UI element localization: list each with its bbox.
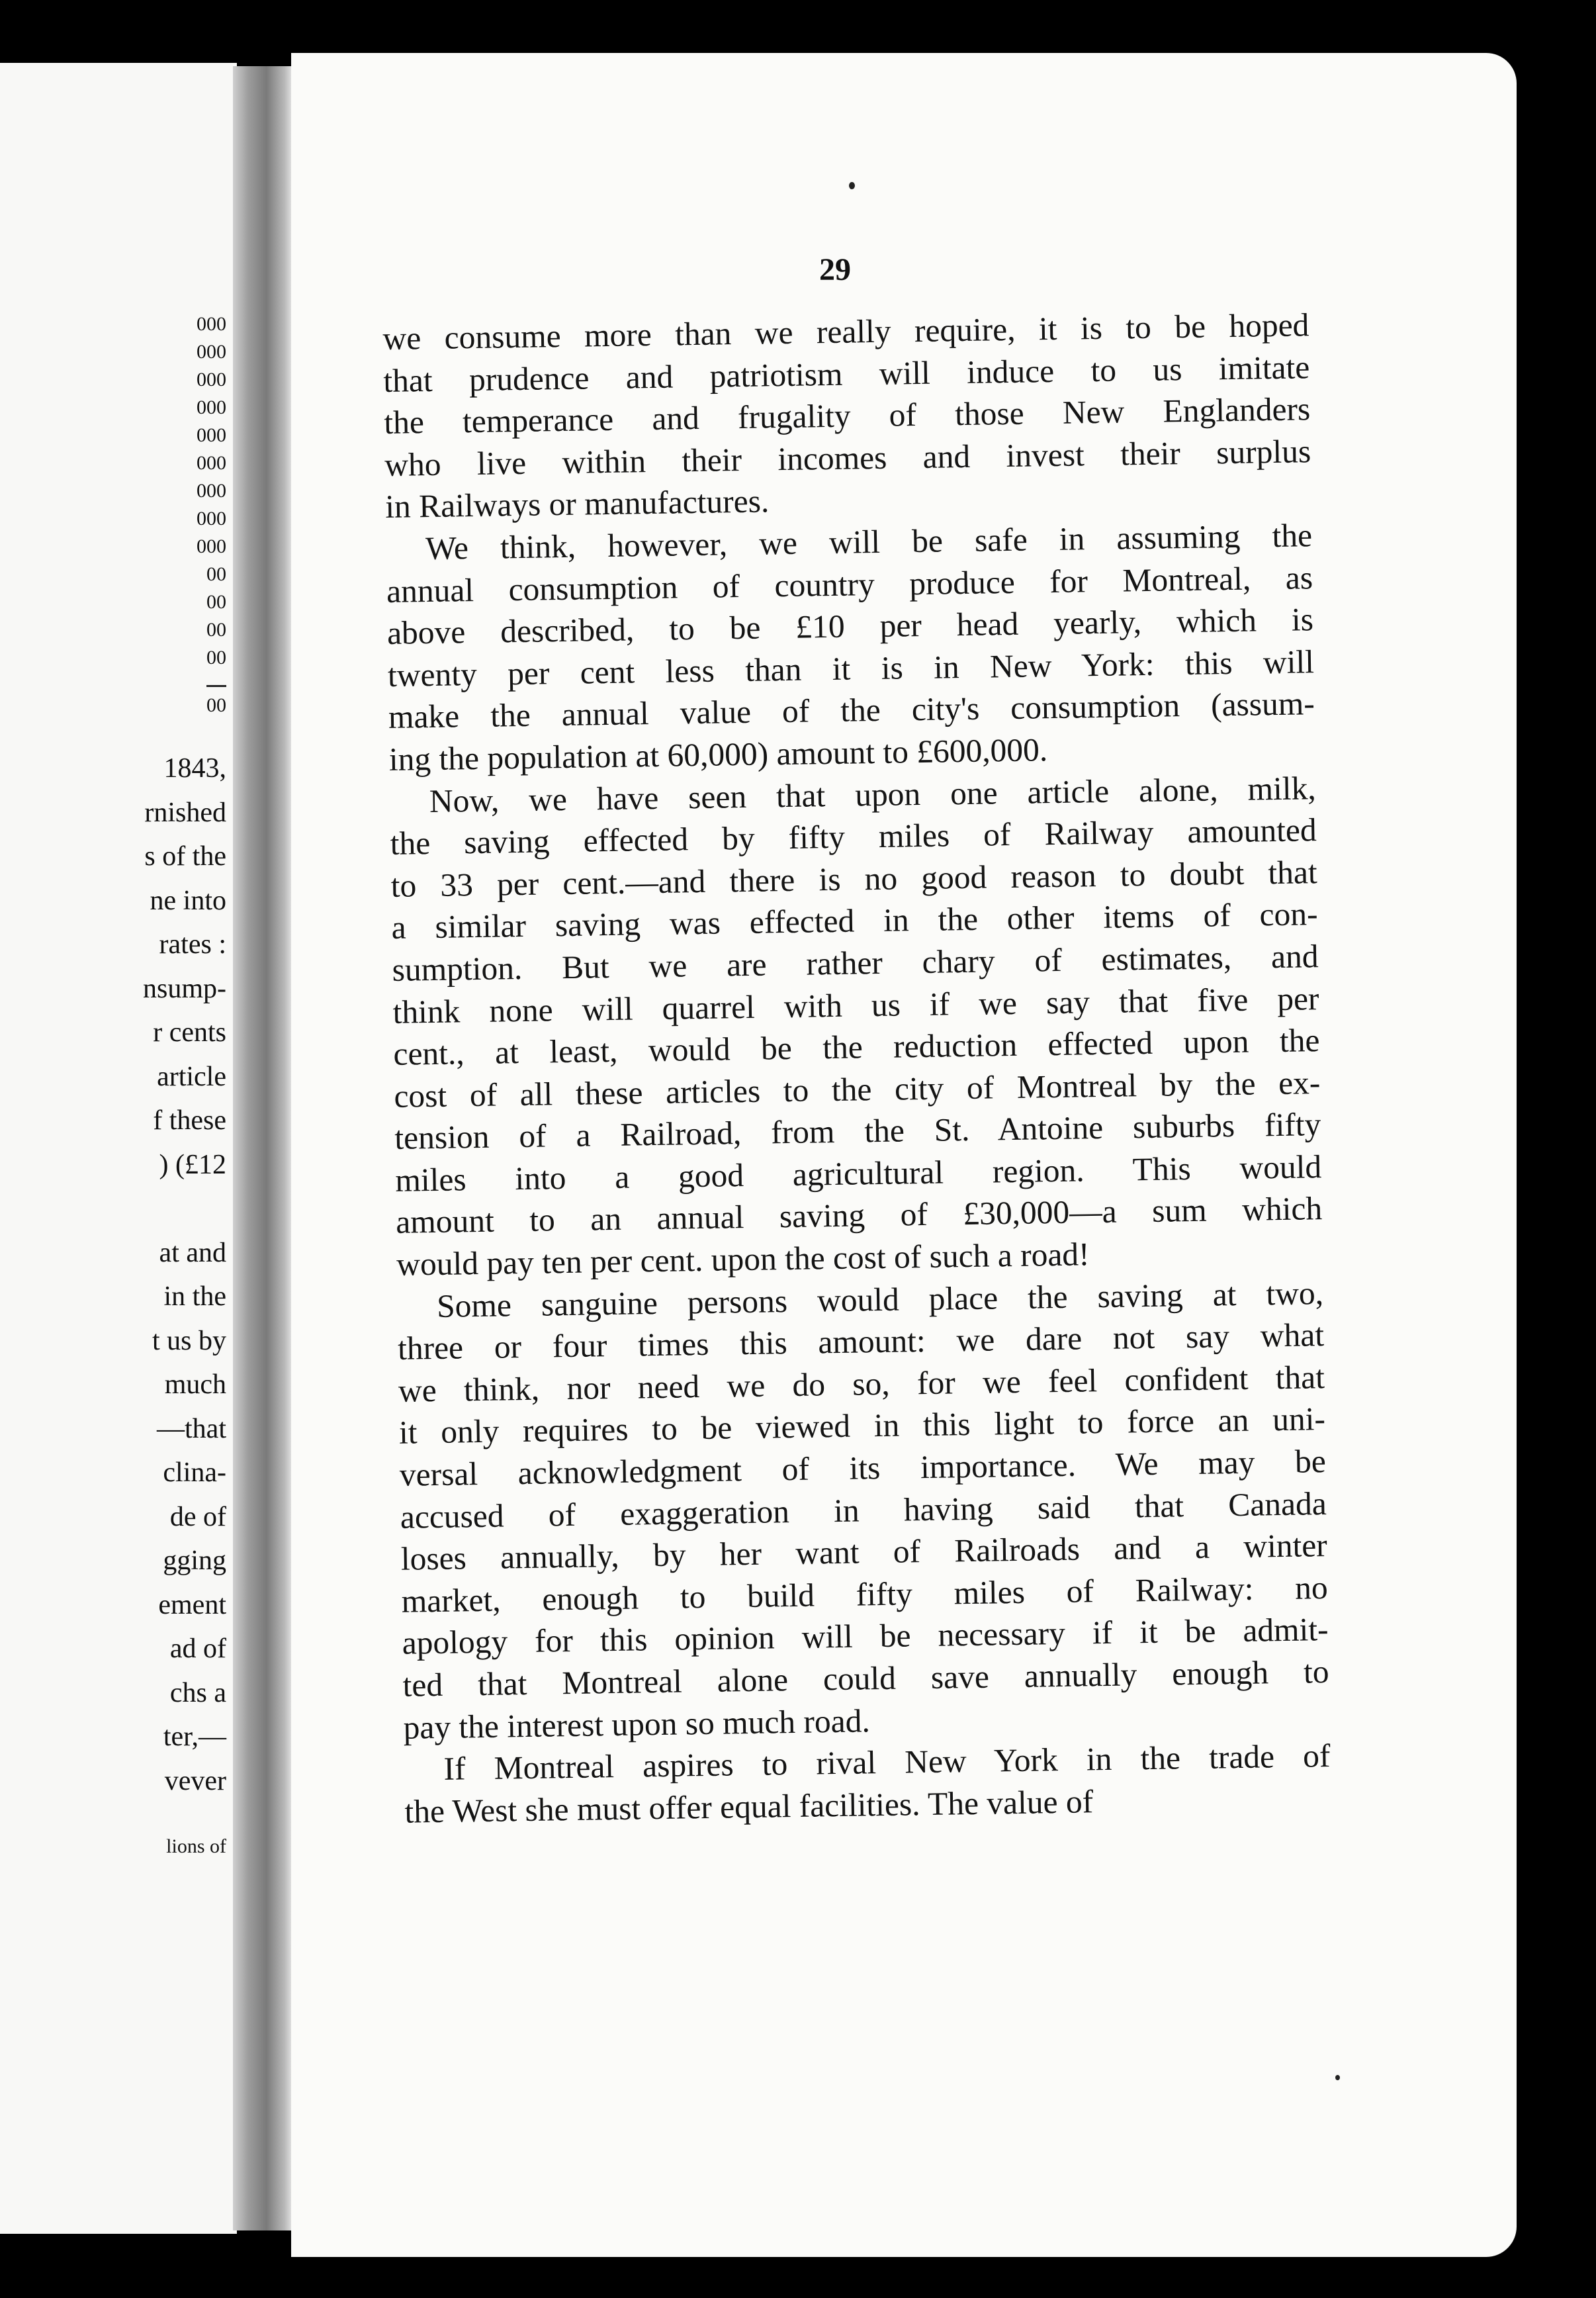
text-line: cent., at least, would be the reduction effected upon the (393, 1022, 1320, 1072)
text-line: clina- (163, 1457, 226, 1488)
text-line: versal acknowledgment of its importance. We may be (399, 1443, 1327, 1493)
text-line: to 33 per cent.—and there is no good reason to doubt that (390, 853, 1317, 904)
book-gutter (233, 66, 294, 2230)
table-total: 00 (206, 694, 226, 716)
text-line: much (164, 1369, 226, 1400)
text-line: f these (153, 1105, 226, 1136)
text-line: think none will quarrel with us if we say that five per (392, 980, 1319, 1031)
text-line: t us by (152, 1325, 226, 1356)
paragraph (382, 304, 1312, 528)
text-line: miles into a good agricultural region. This would (394, 1148, 1322, 1199)
text-line: rates : (159, 929, 226, 960)
right-page (291, 53, 1517, 2257)
text-line: s of the (144, 841, 226, 872)
text-line: sumption. But we are rather chary of estimates, and (392, 938, 1319, 988)
text-line: tension of a Railroad, from the St. Antoine suburbs fifty (394, 1106, 1321, 1157)
ink-speck (1335, 2075, 1340, 2080)
table-figure: 00 (206, 619, 226, 641)
text-line: ement (158, 1589, 226, 1620)
text-line: we think, nor need we do so, for we feel confident that (398, 1358, 1325, 1409)
text-line: we consume more than we really require, it is to be hoped (382, 306, 1309, 357)
text-line: article (157, 1061, 226, 1092)
text-line: r cents (153, 1017, 226, 1048)
text-line: ad of (169, 1633, 226, 1664)
table-figure: 000 (197, 396, 226, 418)
paragraph (404, 1735, 1331, 1833)
page-number: 29 (819, 252, 851, 287)
table-figure: 000 (197, 341, 226, 363)
footnote: lions of (166, 1835, 226, 1857)
text-line: amount to an annual saving of £30,000—a sum which (395, 1190, 1323, 1241)
text-line: loses annually, by her want of Railroads and a winter (400, 1527, 1328, 1578)
text-line: above described, to be £10 per head yearly, which is (386, 601, 1314, 652)
table-figure: 000 (197, 424, 226, 446)
text-line: chs a (169, 1677, 226, 1708)
text-line: in Railways or manufactures. (384, 483, 770, 526)
text-line: at and (159, 1237, 226, 1268)
text-line: market, enough to build fifty miles of Railway: no (401, 1569, 1329, 1620)
text-line: We think, however, we will be safe in assuming the (425, 517, 1313, 567)
text-line: make the annual value of the city's consumption (assum- (388, 685, 1315, 736)
ink-speck (849, 182, 855, 189)
text-line: who live within their incomes and invest their surplus (384, 432, 1311, 483)
table-figure: 00 (206, 647, 226, 668)
text-line: ing the population at 60,000) amount to £600,000. (388, 731, 1048, 778)
text-line: that prudence and patriotism will induce to us imitate (383, 348, 1310, 399)
text-line: de of (169, 1501, 226, 1532)
table-figure: 000 (197, 369, 226, 391)
text-line: gging (163, 1545, 226, 1576)
text-line: ne into (150, 885, 226, 916)
table-figure: 00 (206, 563, 226, 585)
text-line: ) (£12 (159, 1149, 226, 1180)
text-line: would pay ten per cent. upon the cost of such a road! (396, 1236, 1090, 1283)
text-line: in the (163, 1281, 226, 1312)
text-line: a similar saving was effected in the other items of con- (391, 896, 1318, 946)
paragraph (397, 1272, 1330, 1749)
total-rule (206, 685, 226, 687)
text-line: the temperance and frugality of those New Englanders (383, 391, 1311, 441)
text-line: vever (164, 1765, 226, 1796)
table-figure: 000 (197, 508, 226, 529)
text-line: rnished (144, 797, 226, 828)
text-line: cost of all these articles to the city of Montreal by the ex- (394, 1064, 1321, 1115)
paragraph (386, 514, 1316, 780)
text-line: Now, we have seen that upon one article alone, milk, (429, 769, 1317, 819)
table-figure: 000 (197, 535, 226, 557)
table-figure: 00 (206, 591, 226, 613)
text-line: twenty per cent less than it is in New York: this will (387, 643, 1315, 694)
text-line: pay the interest upon so much road. (403, 1702, 871, 1746)
text-line: 1843, (163, 753, 226, 784)
text-line: apology for this opinion will be necessary if it be admit- (402, 1611, 1329, 1662)
text-line: annual consumption of country produce for Montreal, as (386, 559, 1313, 610)
text-line: the West she must offer equal facilities. The value of (404, 1783, 1094, 1830)
table-figure: 000 (197, 452, 226, 474)
text-line: accused of exaggeration in having said that Canada (400, 1485, 1327, 1536)
text-line: If Montreal aspires to rival New York in the trade of (443, 1737, 1331, 1788)
table-figure: 000 (197, 313, 226, 335)
paragraph (389, 767, 1323, 1286)
table-figure: 000 (197, 480, 226, 502)
text-line: the saving effected by fifty miles of Railway amounted (390, 811, 1317, 862)
text-line: ted that Montreal alone could save annually enough to (402, 1653, 1329, 1704)
left-page (0, 63, 237, 2234)
text-line: —that (157, 1413, 226, 1444)
text-line: it only requires to be viewed in this light to force an uni- (398, 1401, 1326, 1451)
text-line: three or four times this amount: we dare not say what (397, 1316, 1325, 1367)
text-line: ter,— (163, 1722, 226, 1752)
text-line: Some sanguine persons would place the saving at two, (436, 1274, 1324, 1324)
text-line: nsump- (143, 973, 226, 1004)
body-text (382, 304, 1331, 1833)
